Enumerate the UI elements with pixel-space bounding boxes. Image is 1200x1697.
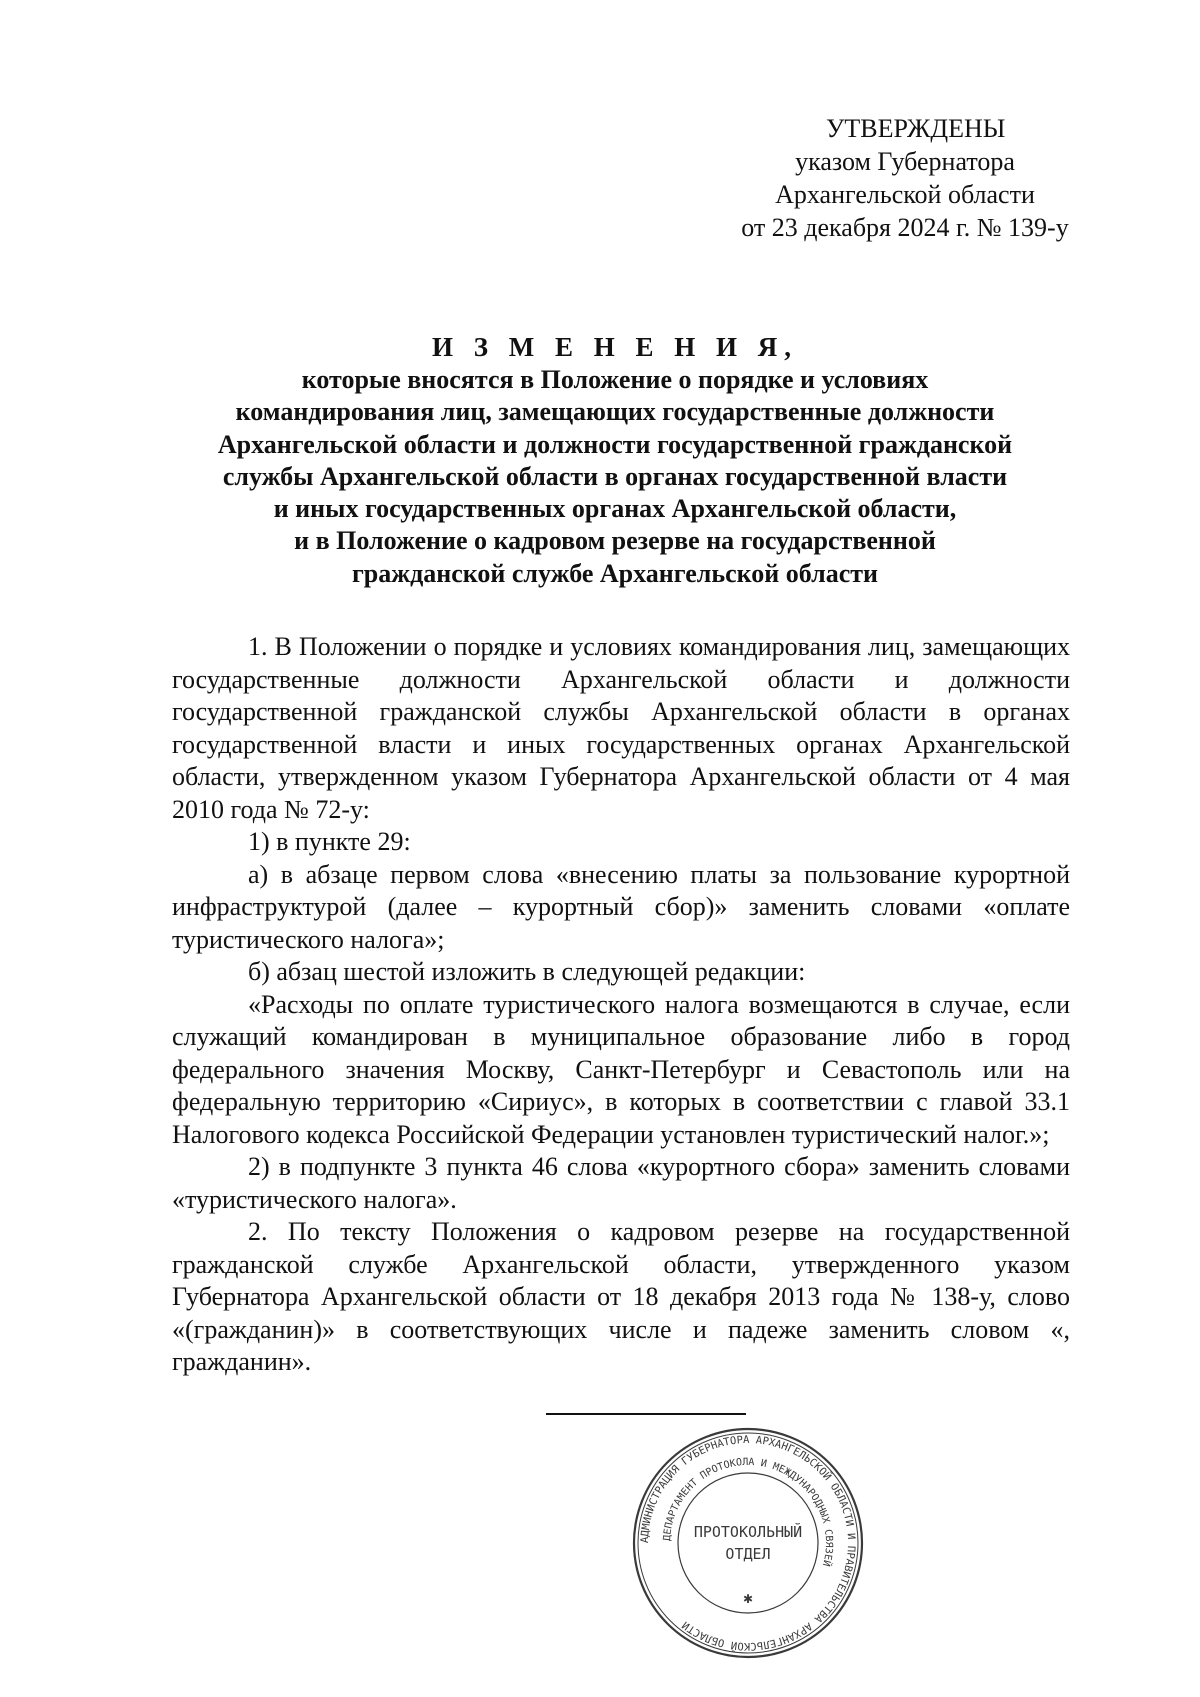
document-kind-title: И З М Е Н Е Н И Я, [431, 332, 798, 362]
heading-subtitle-line: и в Положение о кадровом резерве на государственной [294, 526, 936, 556]
heading-subtitle-line: службы Архангельской области в органах государственной власти [222, 461, 1008, 491]
document-body [172, 631, 1070, 1379]
heading-subtitle-line: гражданской службе Архангельской области [351, 558, 878, 588]
body-paragraph: а) в абзаце первом слова «внесению платы за пользование курортной инфраструктурой (далее – курортный сбор)» заменить словами «оплате туристического налога»; [172, 859, 1070, 954]
body-paragraph: 2) в подпункте 3 пункта 46 слова «курортного сбора» заменить словами «туристического налога». [172, 1152, 1070, 1214]
body-paragraph: 1. В Положении о порядке и условиях командирования лиц, замещающих государственные должности Архангельской области и должности государственной гражданской службы Архангельской области в органах государственной власти и иных государственных органах Архангельской области, утвержденном указом Губернатора Архангельской области от 4 мая 2010 года № 72-у: [172, 632, 1070, 824]
closing-rule [546, 1413, 746, 1415]
approval-region: Архангельской области [775, 180, 1035, 209]
protocol-department-stamp [630, 1425, 866, 1661]
body-paragraph: 2. По тексту Положения о кадровом резерве на государственной гражданской службе Архангельской области, утвержденного указом Губернатора Архангельской области от 18 декабря 2013 года № 138-у, слово «(гражданин)» в соответствующих числе и падеже заменить словом «, гражданин». [172, 1217, 1070, 1376]
document-heading [160, 330, 1070, 590]
heading-subtitle-line: Архангельской области и должности государственной гражданской [217, 429, 1013, 459]
body-paragraph: 1) в пункте 29: [248, 827, 411, 856]
body-paragraph: б) абзац шестой изложить в следующей редакции: [248, 957, 806, 986]
stamp-star-icon: ✱ [742, 1592, 754, 1606]
stamp-inner-ring-text: ДЕПАРТАМЕНТ ПРОТОКОЛА И МЕЖДУНАРОДНЫХ СВЯЗЕЙ [661, 1456, 835, 1568]
approval-title: УТВЕРЖДЕНЫ [826, 114, 1006, 143]
heading-subtitle-line: которые вносятся в Положение о порядке и условиях [301, 365, 929, 394]
approval-authority: указом Губернатора [795, 147, 1015, 176]
stamp-outer-ring-text: АДМИНИСТРАЦИЯ ГУБЕРНАТОРА АРХАНГЕЛЬСКОЙ ОБЛАСТИ И ПРАВИТЕЛЬСТВА АРХАНГЕЛЬСКОЙ ОБЛАСТИ [638, 1433, 858, 1653]
body-paragraph: «Расходы по оплате туристического налога возмещаются в случае, если служащий командирован в муниципальное образование либо в город федерального значения Москву, Санкт-Петербург и Севастополь или на федеральную территорию «Сириус», в которых в соответствии с главой 33.1 Налогового кодекса Российской Федерации установлен туристический налог.»; [172, 989, 1070, 1149]
heading-subtitle-line: командирования лиц, замещающих государственные должности [235, 397, 995, 427]
heading-subtitle-line: и иных государственных органах Архангельской области, [273, 494, 957, 524]
stamp-center-line-1: ПРОТОКОЛЬНЫЙ [693, 1523, 803, 1541]
approval-block [740, 112, 1070, 244]
approval-date-number: от 23 декабря 2024 г. № 139-у [741, 213, 1069, 242]
stamp-center-line-2: ОТДЕЛ [725, 1545, 771, 1563]
